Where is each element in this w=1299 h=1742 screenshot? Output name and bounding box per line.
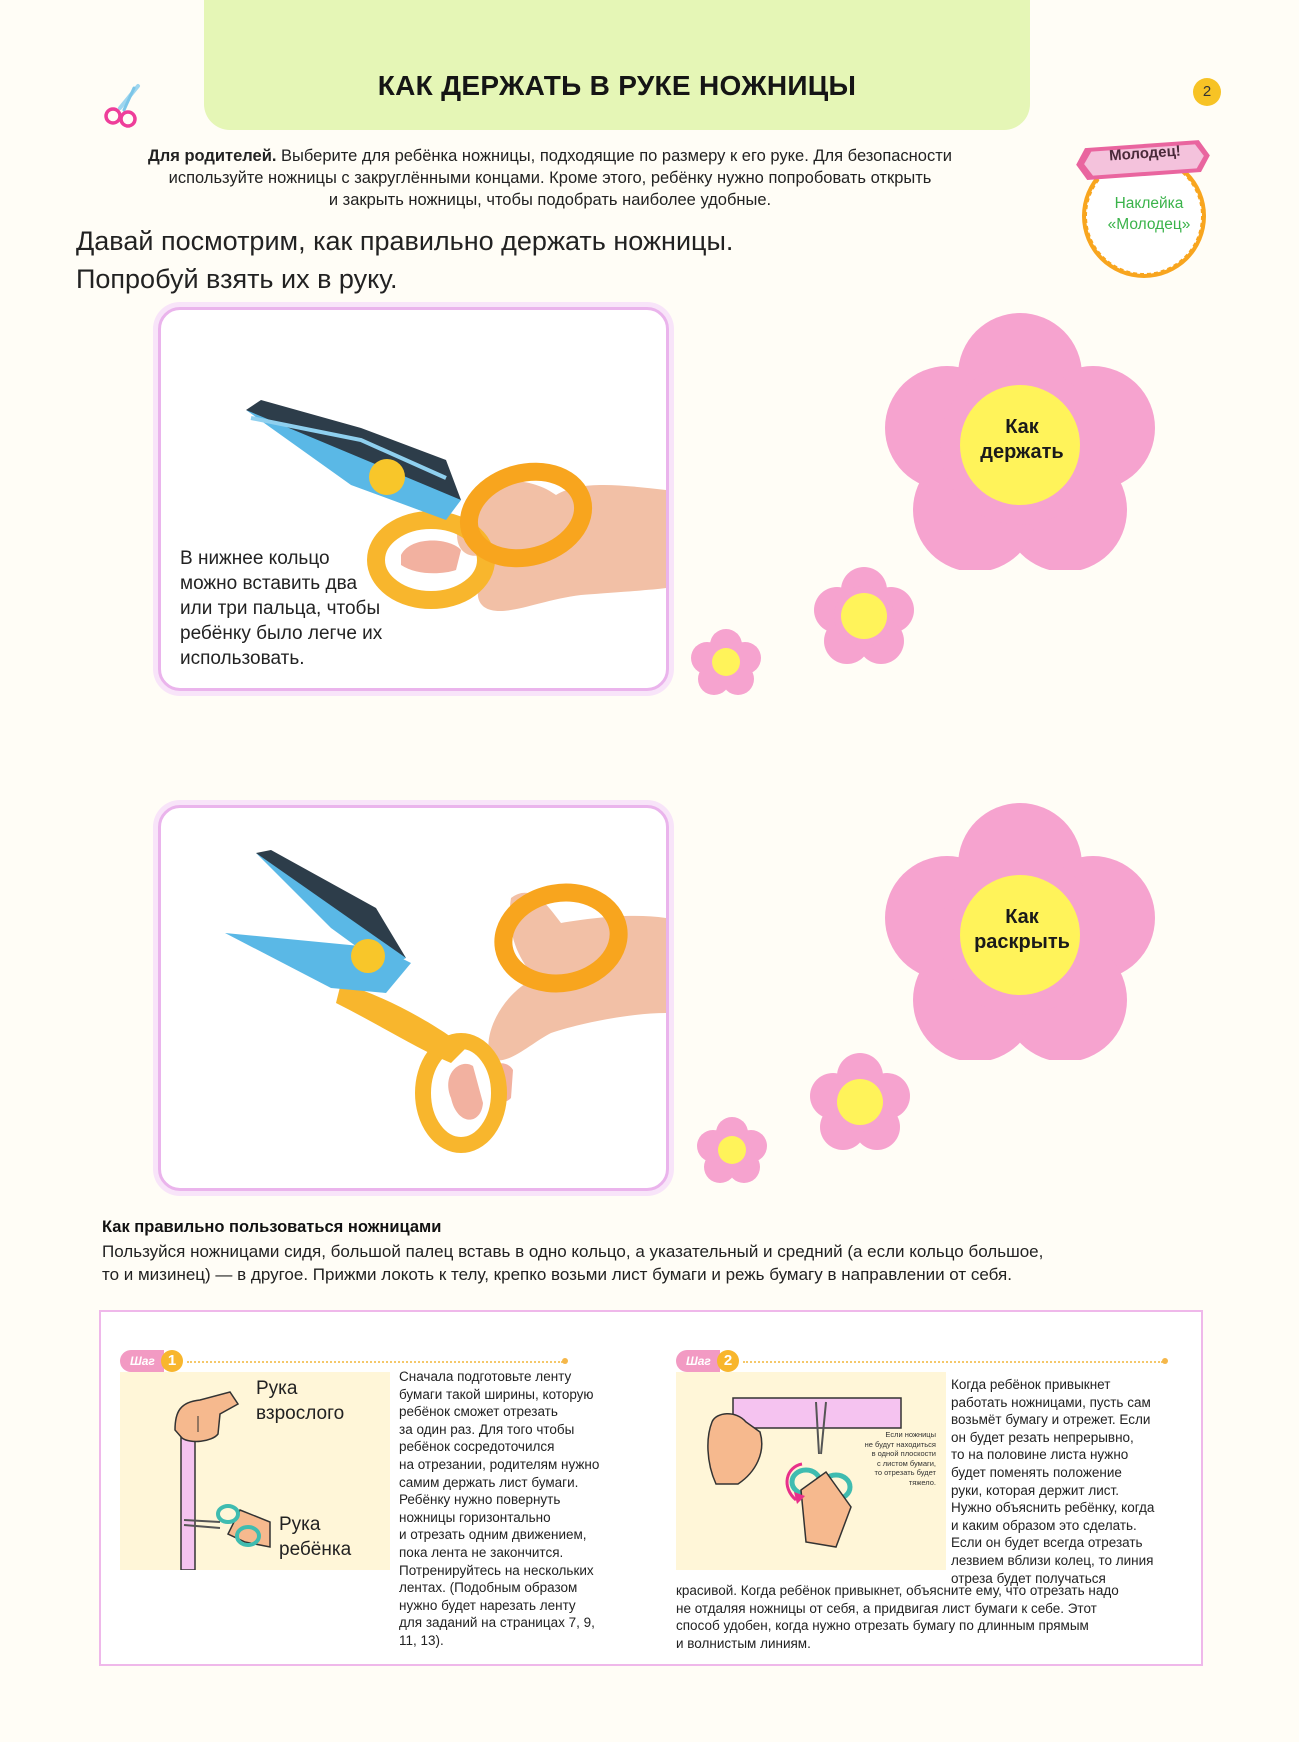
step1-text-line: за один раз. Для того чтобы [399,1421,575,1437]
step2-text-line: руки, которая держит лист. [951,1482,1119,1498]
note-line: тяжело. [908,1477,936,1487]
step2-bottom-text [676,1582,1176,1652]
step2-text-line: Нужно объяснить ребёнку, когда [951,1500,1155,1516]
step2-side-text [951,1376,1191,1587]
hand-label-line: Рука [279,1514,321,1535]
page-title: КАК ДЕРЖАТЬ В РУКЕ НОЖНИЦЫ [377,70,857,101]
caption-line: В нижнее кольцо [180,548,330,569]
step1-text-line: на отрезании, родителям нужно [399,1456,600,1472]
parents-note-line: используйте ножницы с закруглёнными концами. Кроме этого, ребёнку нужно попробовать открыть [168,169,932,187]
step1-text-line: Потренируйтесь на нескольких [399,1562,594,1578]
step2-text-line: красивой. Когда ребёнок привыкнет, объясните ему, что отрезать надо [676,1583,1119,1598]
usage-line: то и мизинец) — в другое. Прижми локоть к телу, крепко возьми лист бумаги и режь бумагу в направлении от себя. [102,1265,1012,1284]
sticker-label [1090,193,1208,235]
step2-text-line: работать ножницами, пусть сам [951,1394,1151,1410]
caption-line: можно вставить два [180,573,358,594]
step2-text-line: он будет резать непрерывно, [951,1429,1134,1445]
flower-small-2 [696,1116,768,1184]
intro-line: Попробуй взять их в руку. [76,264,398,294]
step1-text-line: ребёнок сосредоточился [399,1439,555,1455]
sticker-label-line: Наклейка [1114,195,1184,212]
step1-text-line: самим держать лист бумаги. [399,1474,579,1490]
step2-text-line: способ удобен, когда нужно отрезать бумагу по длинным прямым [676,1618,1089,1634]
parents-note-line: Выберите для ребёнка ножницы, подходящие по размеру к его руке. Для безопасности [276,147,952,165]
note-line: не будут находиться [864,1439,936,1449]
caption-line: ребёнку было легче их [180,623,383,644]
note-line: Если ножницы [885,1430,936,1439]
flower-label-line: раскрыть [974,931,1070,953]
parents-note-line: и закрыть ножницы, чтобы подобрать наиболее удобные. [328,191,772,209]
step2-text-line: лезвием вблизи колец, то линия [951,1552,1154,1568]
step2-divider-dot [1162,1358,1168,1364]
photo-frame-open [158,805,669,1191]
caption-line: использовать. [180,648,305,669]
adult-hand-label [256,1376,344,1426]
child-hand-label [279,1512,351,1562]
step2-number: 2 [717,1350,739,1372]
usage-title: Как правильно пользоваться ножницами [102,1218,442,1236]
header-band [204,0,1030,130]
step1-number: 1 [161,1350,183,1372]
caption-line: или три пальца, чтобы [180,598,381,619]
flower-medium-2 [808,1052,912,1152]
frame1-caption [180,546,440,671]
sticker-label-line: «Молодец» [1107,216,1191,233]
page-number: 2 [1193,78,1221,106]
step1-divider-dot [562,1358,568,1364]
step2-note [841,1430,936,1487]
step2-text-line: будет поменять положение [951,1464,1122,1480]
step2-text-line: и каким образом это сделать. [951,1517,1137,1533]
step2-text-line: то на половине листа нужно [951,1447,1129,1463]
flower-label-line: Как [1005,906,1039,928]
step2-divider [743,1361,1163,1363]
note-line: то отрезать будет [874,1468,936,1477]
note-line: в одной плоскости [871,1449,936,1458]
steps-box [99,1310,1203,1666]
parents-note [70,145,1030,211]
hand-label-line: взрослого [256,1403,345,1424]
step1-text-line: ножницы горизонтально [399,1509,551,1525]
step2-badge: Шаг [676,1350,720,1372]
intro-text [76,222,976,298]
flower-medium-1 [812,566,916,666]
flower-label-open [962,905,1082,955]
step1-text-line: 11, 13). [399,1632,444,1648]
step1-text-line: пока лента не закончится. [399,1544,564,1560]
hand-label-line: ребёнка [279,1539,352,1560]
step1-text-line: нужно будет нарезать ленту [399,1597,576,1613]
intro-line: Давай посмотрим, как правильно держать ножницы. [76,226,734,256]
step1-text-line: Ребёнку нужно повернуть [399,1492,561,1508]
step1-text-line: бумаги такой ширины, которую [399,1386,594,1402]
usage-text [102,1240,1202,1286]
step1-divider [187,1361,563,1363]
scissors-icon [100,82,146,130]
sticker-ribbon-text: Молодец! [1108,142,1182,165]
step2-text-line: и волнистым линиям. [676,1635,811,1651]
step2-text-line: не отдаляя ножницы от себя, а придвигая лист бумаги к себе. Этот [676,1600,1097,1616]
flower-label-line: Как [1005,416,1039,438]
step2-text-line: возьмёт бумагу и отрежет. Если [951,1412,1151,1428]
hand-label-line: Рука [256,1378,298,1399]
flower-small-1 [690,628,762,696]
parents-note-lead: Для родителей. [148,147,277,165]
step1-badge: Шаг [120,1350,164,1372]
flower-label-hold [962,415,1082,465]
step1-text-line: лентах. (Подобным образом [399,1580,578,1596]
step2-text-line: Когда ребёнок привыкнет [951,1377,1111,1392]
scissors-open-photo [161,808,666,1188]
usage-line: Пользуйся ножницами сидя, большой палец вставь в одно кольцо, а указательный и средний (а если кольцо большое, [102,1242,1044,1261]
step1-text-line: Сначала подготовьте ленту [399,1369,572,1384]
step1-text [399,1368,639,1650]
flower-label-line: держать [980,441,1064,463]
step1-text-line: ребёнок сможет отрезать [399,1404,558,1420]
step2-text-line: отреза будет получаться [951,1570,1106,1586]
step2-text-line: Если он будет всегда отрезать [951,1535,1143,1551]
step1-text-line: для заданий на страницах 7, 9, [399,1615,595,1631]
note-line: с листом бумаги, [876,1458,936,1468]
step1-text-line: и отрезать одним движением, [399,1527,587,1543]
